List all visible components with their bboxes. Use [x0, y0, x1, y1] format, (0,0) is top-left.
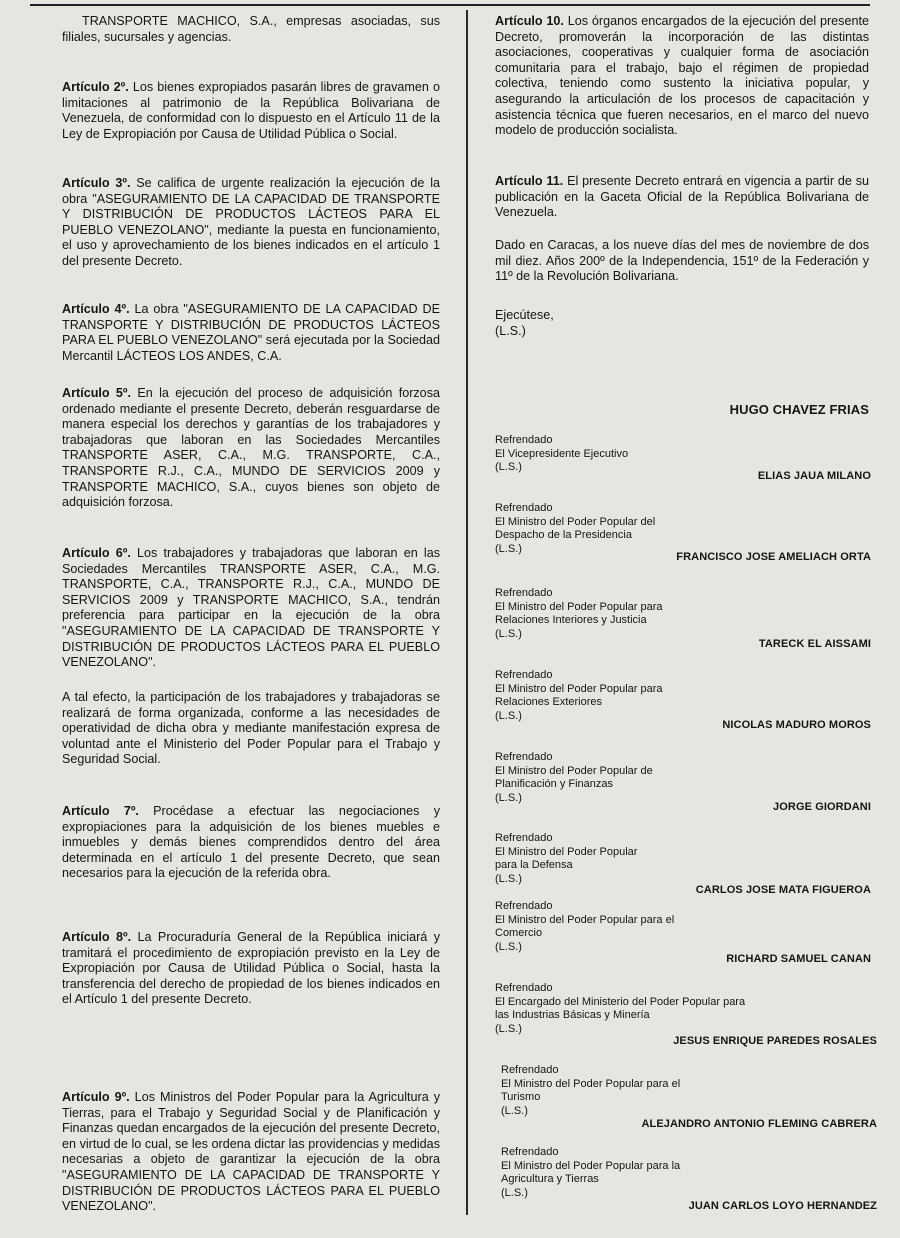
article-7-title: Artículo 7º.	[62, 804, 139, 818]
refrendo-4	[495, 669, 765, 723]
article-9	[62, 1090, 440, 1215]
article-7	[62, 804, 440, 882]
refrendo-6	[495, 832, 765, 886]
article-11-title: Artículo 11.	[495, 174, 564, 188]
article-2	[62, 80, 440, 142]
article-3-title: Artículo 3º.	[62, 176, 131, 190]
article-8-text: La Procuraduría General de la República iniciará y tramitará el procedimiento de expropiación previsto en la Ley de Expropiación por Causa de Utilidad Pública o Social, hasta la transferencia del derecho de propiedad de los bienes indicados en el Artículo 1 del presente Decreto.	[62, 930, 440, 1007]
signer-name-9: ALEJANDRO ANTONIO FLEMING CABRERA	[641, 1118, 877, 1130]
refrendo-10	[501, 1146, 771, 1200]
article-6-paragraph-2: A tal efecto, la participación de los trabajadores y trabajadoras se realizará de forma organizada, conforme a las necesidades de operatividad de dicha obra y mediante manifestación expresa de voluntad ante el Ministerio del Poder Popular para el Trabajo y Seguridad Social.	[62, 690, 440, 767]
refrendo-ls: (L.S.)	[501, 1186, 528, 1199]
article-5-text: En la ejecución del proceso de adquisición forzosa ordenado mediante el presente Decreto, deberán resguardarse de manera especial los derechos y garantías de los trabajadores y trabajadoras que laboran en las Sociedades Mercantiles TRANSPORTE ASER, C.A., M.G. TRANSPORTE, C.A., TRANSPORTE R.J., C.A., MUNDO DE SERVICIOS 2009 y TRANSPORTE MACHICO, S.A., cuyos bienes son objeto de adquisición forzosa.	[62, 386, 440, 510]
president-name: HUGO CHAVEZ FRIAS	[729, 402, 869, 417]
refrendo-8	[495, 982, 765, 1036]
refrendo-label: Refrendado	[495, 982, 553, 994]
article-2-text: Los bienes expropiados pasarán libres de gravamen o limitaciones al patrimonio de la República Bolivariana de Venezuela, de conformidad con lo dispuesto en el Artículo 11 de la Ley de Expropiación por Causa de Utilidad Pública o Social.	[62, 80, 441, 141]
refrendo-1	[495, 434, 765, 475]
article-4-title: Artículo 4º.	[62, 302, 130, 316]
refrendo-cargo: El Ministro del Poder Popular para la Defensa	[495, 845, 638, 872]
dado-en-caracas: Dado en Caracas, a los nueve días del mes de noviembre de dos mil diez. Años 200º de la Independencia, 151º de la Federación y 11º de la Revolución Bolivariana.	[495, 238, 869, 284]
article-10	[495, 14, 869, 139]
article-4	[62, 302, 440, 364]
signer-name-2: FRANCISCO JOSE AMELIACH ORTA	[676, 551, 871, 563]
signer-name-1: ELIAS JAUA MILANO	[757, 470, 871, 482]
refrendo-cargo: El Ministro del Poder Popular de Planificación y Finanzas	[495, 764, 653, 791]
refrendo-9	[501, 1064, 771, 1118]
refrendo-cargo: El Ministro del Poder Popular para el Comercio	[495, 913, 675, 940]
article-10-title: Artículo 10.	[495, 14, 564, 28]
signer-name-5: JORGE GIORDANI	[773, 801, 871, 813]
refrendo-cargo: El Ministro del Poder Popular para la Agricultura y Tierras	[501, 1159, 681, 1186]
article-6-title: Artículo 6º.	[62, 546, 131, 560]
refrendo-3	[495, 587, 765, 641]
refrendo-ls: (L.S.)	[495, 542, 522, 555]
signer-name-4: NICOLAS MADURO MOROS	[722, 719, 871, 731]
intro-text: TRANSPORTE MACHICO, S.A., empresas asociadas, sus filiales, sucursales y agencias.	[62, 14, 440, 44]
article-3-text: Se califica de urgente realización la ejecución de la obra "ASEGURAMIENTO DE LA CAPACIDAD DE TRANSPORTE Y DISTRIBUCIÓN DE PRODUCTOS LÁCTEOS PARA EL PUEBLO VENEZOLANO", mediante la puesta en funcionamiento, el uso y aprovechamiento de los bienes indicados en el artículo 1 del presente Decreto.	[62, 176, 440, 268]
article-8	[62, 930, 440, 1008]
refrendo-label: Refrendado	[495, 900, 553, 912]
signer-name-10: JUAN CARLOS LOYO HERNANDEZ	[688, 1200, 877, 1212]
refrendo-ls: (L.S.)	[495, 940, 522, 953]
signer-name-8: JESUS ENRIQUE PAREDES ROSALES	[673, 1035, 877, 1047]
article-3	[62, 176, 440, 270]
refrendo-label: Refrendado	[495, 751, 553, 763]
article-9-title: Artículo 9º.	[62, 1090, 130, 1104]
refrendo-ls: (L.S.)	[495, 709, 522, 722]
refrendo-ls: (L.S.)	[495, 461, 522, 474]
refrendo-label: Refrendado	[501, 1064, 559, 1076]
refrendo-ls: (L.S.)	[501, 1104, 528, 1117]
article-6-text: Los trabajadores y trabajadoras que laboran en las Sociedades Mercantiles TRANSPORTE ASER, C.A., M.G. TRANSPORTE, C.A., TRANSPORTE R.J., C.A., MUNDO DE SERVICIOS 2009 y TRANSPORTE MACHICO, S.A., tendrán preferencia para participar en la ejecución de la obra "ASEGURAMIENTO DE LA CAPACIDAD DE TRANSPORTE Y DISTRIBUCIÓN DE PRODUCTOS LÁCTEOS PARA EL PUEBLO VENEZOLANO".	[62, 546, 440, 670]
refrendo-cargo: El Ministro del Poder Popular para Relaciones Interiores y Justicia	[495, 600, 663, 627]
article-11	[495, 174, 869, 221]
signer-name-3: TARECK EL AISSAMI	[758, 638, 871, 650]
refrendo-ls: (L.S.)	[495, 627, 522, 640]
article-7-text: Procédase a efectuar las negociaciones y expropiaciones para la adquisición de los bienes muebles e inmuebles y demás bienes comprendidos dentro del área determinada en el artículo 1 del presente Decreto, que sean necesarios para la ejecución de la referida obra.	[62, 804, 440, 881]
article-9-text: Los Ministros del Poder Popular para la Agricultura y Tierras, para el Trabajo y Seguridad Social y de Planificación y Finanzas quedan encargados de la ejecución del presente Decreto, en virtud de lo cual, se les ordena dictar las providencias y medidas necesarias a objeto de garantizar la ejecución de la obra "ASEGURAMIENTO DE LA CAPACIDAD DE TRANSPORTE Y DISTRIBUCIÓN DE PRODUCTOS LÁCTEOS PARA EL PUEBLO VENEZOLANO".	[62, 1090, 440, 1214]
signer-name-6: CARLOS JOSE MATA FIGUEROA	[695, 884, 871, 896]
refrendo-cargo: El Ministro del Poder Popular del Despacho de la Presidencia	[495, 515, 656, 542]
article-2-title: Artículo 2º.	[62, 80, 129, 94]
refrendo-7	[495, 900, 765, 954]
refrendo-ls: (L.S.)	[495, 872, 522, 885]
president-ls: (L.S.)	[495, 324, 526, 338]
column-divider	[466, 10, 468, 1215]
article-10-text: Los órganos encargados de la ejecución del presente Decreto, promoverán la incorporación de las distintas asociaciones, cooperativas y cualquier forma de asociación comunitaria para el trabajo, bajo el régimen de propiedad colectiva, teniendo como sustento la iniciativa popular, y asegurando la articulación de los procesos de capacitación y asistencia técnica que fueren necesarios, en el marco del nuevo modelo de producción socialista.	[495, 14, 869, 138]
signer-name-7: RICHARD SAMUEL CANAN	[726, 953, 871, 965]
refrendo-label: Refrendado	[501, 1146, 559, 1158]
refrendo-ls: (L.S.)	[495, 791, 522, 804]
refrendo-label: Refrendado	[495, 587, 553, 599]
article-8-title: Artículo 8º.	[62, 930, 132, 944]
article-11-text: El presente Decreto entrará en vigencia a partir de su publicación en la Gaceta Oficial de la República Bolivariana de Venezuela.	[495, 174, 870, 220]
article-5-title: Artículo 5º.	[62, 386, 132, 400]
article-6	[62, 546, 440, 671]
refrendo-label: Refrendado	[495, 669, 553, 681]
refrendo-label: Refrendado	[495, 434, 553, 446]
top-rule	[30, 4, 870, 6]
refrendo-cargo: El Encargado del Ministerio del Poder Popular para las Industrias Básicas y Minería	[495, 995, 746, 1022]
refrendo-5	[495, 751, 765, 805]
article-5	[62, 386, 440, 511]
article-4-text: La obra "ASEGURAMIENTO DE LA CAPACIDAD DE TRANSPORTE Y DISTRIBUCIÓN DE PRODUCTOS LÁCTEOS PARA EL PUEBLO VENEZOLANO" será ejecutada por la Sociedad Mercantil LÁCTEOS LOS ANDES, C.A.	[62, 302, 440, 363]
refrendo-ls: (L.S.)	[495, 1022, 522, 1035]
refrendo-label: Refrendado	[495, 502, 553, 514]
refrendo-cargo: El Ministro del Poder Popular para el Turismo	[501, 1077, 681, 1104]
refrendo-cargo: El Vicepresidente Ejecutivo	[495, 447, 629, 460]
refrendo-2	[495, 502, 765, 556]
refrendo-label: Refrendado	[495, 832, 553, 844]
refrendo-cargo: El Ministro del Poder Popular para Relaciones Exteriores	[495, 682, 663, 709]
ejecutese: Ejecútese,	[495, 308, 554, 322]
